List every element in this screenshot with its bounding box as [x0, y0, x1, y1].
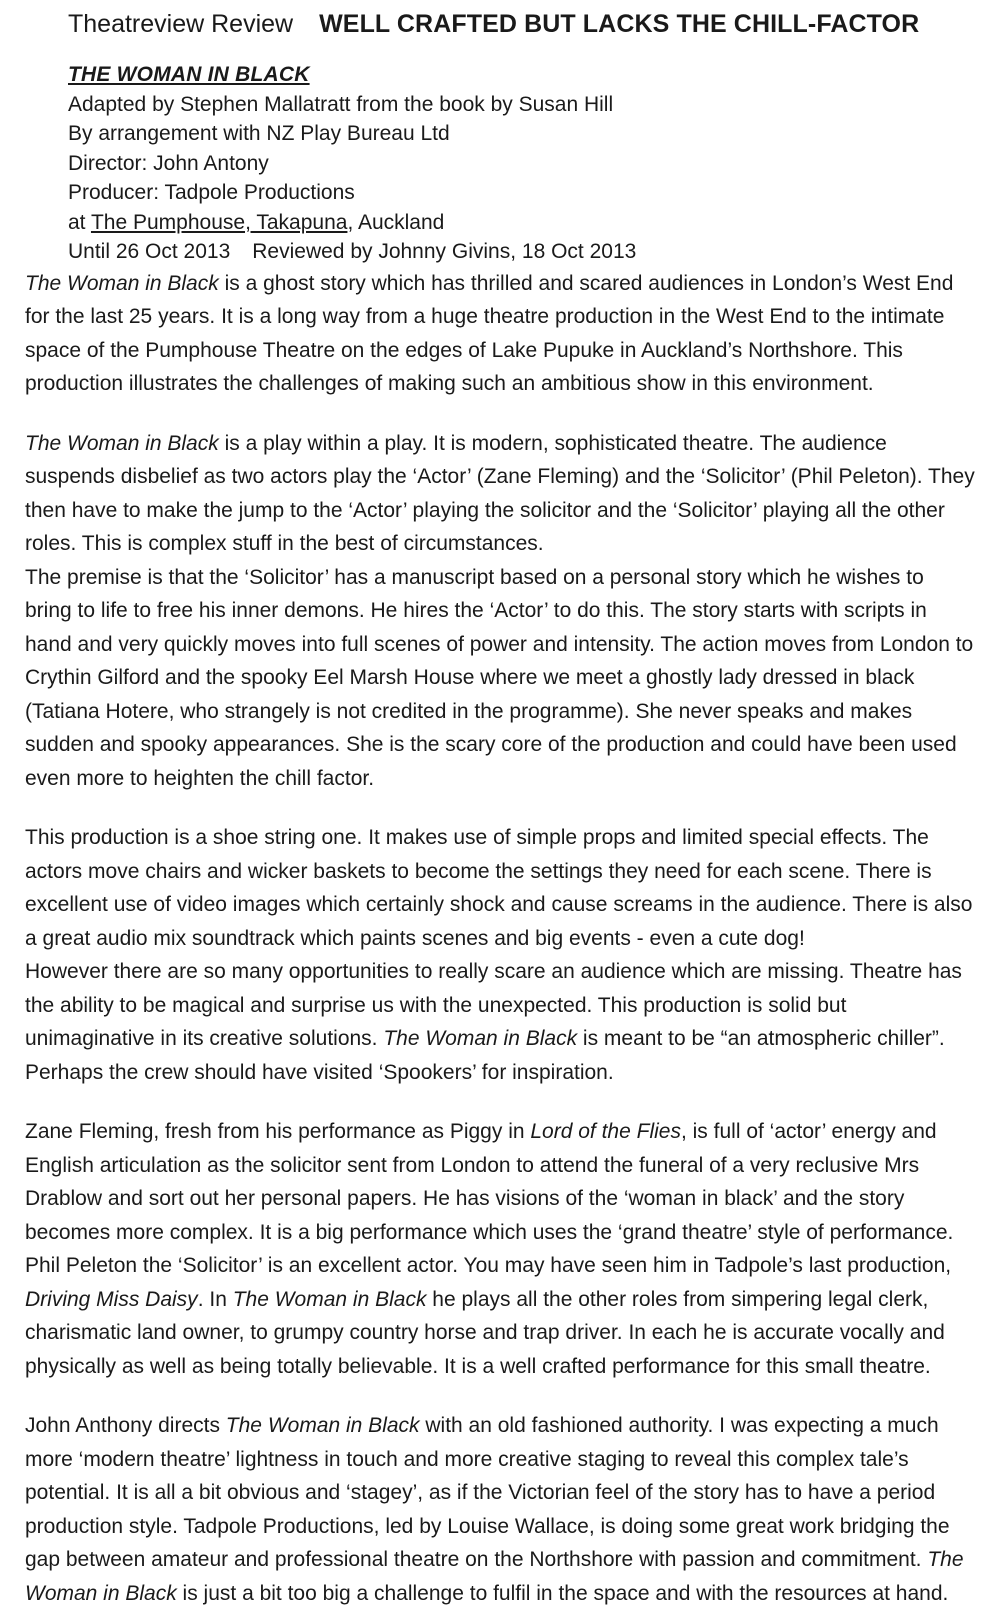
p2-text: is a play within a play. It is modern, sophisticated theatre. The audience suspends disbelief as two actors play the ‘Actor’ (Zane Fleming) and the ‘Solicitor’ (Phil Peleton). They then have to make the jump to the ‘Actor’ playing the solicitor and the ‘Solicitor’ playing all the other roles. This is complex stuff in the best of circumstances.: [25, 431, 975, 556]
p6-text-after: , is full of ‘actor’ energy and English articulation as the solicitor sent from London to attend the funeral of a very reclusive Mrs Drablow and sort out her personal papers. He has visions of the ‘woman in black’ and the story becomes more complex. It is a big performance which uses the ‘grand theatre’ style of performance.: [25, 1120, 954, 1244]
publication-name: Theatreview Review: [68, 10, 294, 38]
p7-title-italic-1: Driving Miss Daisy: [25, 1287, 198, 1311]
reviewer-byline: Reviewed by Johnny Givins, 18 Oct 2013: [252, 240, 637, 264]
credits-season-and-reviewer: [68, 237, 999, 267]
production-credits-block: [0, 40, 999, 267]
review-paragraph-6: [25, 1115, 975, 1249]
p8-text-after: is just a bit too big a challenge to fulfil in the space and with the resources at hand.: [176, 1581, 949, 1605]
review-paragraph-8: [25, 1409, 975, 1610]
credits-arrangement: By arrangement with NZ Play Bureau Ltd: [68, 122, 450, 146]
p7-title-italic-2: The Woman in Black: [232, 1287, 427, 1311]
credits-venue-line: [68, 208, 999, 238]
credits-director: Director: John Antony: [68, 151, 269, 175]
venue-link[interactable]: The Pumphouse, Takapuna: [90, 210, 348, 234]
p1-text: is a ghost story which has thrilled and scared audiences in London’s West End for the last 25 years. It is a long way from a huge theatre production in the West End to the intimate space of the Pumphouse Theatre on the edges of Lake Pupuke in Auckland’s Northshore. This production illustrates the challenges of making such an ambitious show in this environment.: [25, 271, 954, 396]
credits-producer: Producer: Tadpole Productions: [68, 181, 355, 205]
p7-text-middle: . In: [197, 1287, 233, 1311]
p7-text-after: he plays all the other roles from simpering legal clerk, charismatic land owner, to grumpy country horse and trap driver. In each he is accurate vocally and physically as well as being totally believable. It is a well crafted performance for this small theatre.: [25, 1287, 945, 1378]
review-paragraph-4: This production is a shoe string one. It makes use of simple props and limited special effects. The actors move chairs and wicker baskets to become the settings they need for each scene. There is excellent use of video images which certainly shock and cause screams in the audience. There is also a great audio mix soundtrack which paints scenes and big events - even a cute dog!: [25, 826, 973, 950]
p6-text-before: Zane Fleming, fresh from his performance as Piggy in: [25, 1120, 531, 1144]
p8-text-before: John Anthony directs: [25, 1414, 226, 1438]
review-paragraph-3: The premise is that the ‘Solicitor’ has a manuscript based on a personal story which he wishes to bring to life to free his inner demons. He hires the ‘Actor’ to do this. The story starts with scripts in hand and very quickly moves into full scenes of power and intensity. The action moves from London to Crythin Gilford and the spooky Eel Marsh House where we meet a ghostly lady dressed in black (Tatiana Hotere, who strangely is not credited in the programme). She never speaks and makes sudden and spooky appearances. She is the scary core of the production and could have been used even more to heighten the chill factor.: [25, 565, 974, 790]
p7-text-before: Phil Peleton the ‘Solicitor’ is an excellent actor. You may have seen him in Tadpole’s last production,: [25, 1254, 952, 1278]
p2-title-italic: The Woman in Black: [25, 431, 219, 455]
credits-show-title-line: [68, 60, 999, 90]
p6-title-italic: Lord of the Flies: [530, 1120, 681, 1144]
review-headline: WELL CRAFTED BUT LACKS THE CHILL-FACTOR: [319, 10, 920, 38]
review-paragraph-5: [25, 955, 975, 1089]
venue-prefix: at: [68, 210, 91, 234]
review-paragraph-7: [25, 1249, 975, 1383]
venue-suffix: , Auckland: [347, 210, 445, 234]
review-body: [0, 267, 999, 1610]
masthead: [0, 0, 999, 40]
p5-title-italic: The Woman in Black: [383, 1027, 578, 1051]
p8-title-italic-2: The Woman in Black: [25, 1548, 964, 1605]
p5-text-before: However there are so many opportunities to really scare an audience which are missing. Theatre has the ability to be magical and surprise us with the unexpected. This production is solid but unimaginative in its creative solutions.: [25, 960, 962, 1051]
p8-title-italic-1: The Woman in Black: [225, 1414, 420, 1438]
p8-text-middle: with an old fashioned authority. I was expecting a much more ‘modern theatre’ lightness in touch and more creative staging to reveal this complex tale’s potential. It is all a bit obvious and ‘stagey’, as if the Victorian feel of the story has to have a period production style. Tadpole Productions, led by Louise Wallace, is doing some great work bridging the gap between amateur and professional theatre on the Northshore with passion and commitment.: [25, 1414, 950, 1572]
review-paragraph-2: [25, 427, 975, 561]
p5-text-after: is meant to be “an atmospheric chiller”. Perhaps the crew should have visited ‘Spookers’ for inspiration.: [25, 1027, 945, 1084]
show-title: THE WOMAN IN BLACK: [68, 63, 310, 87]
p1-title-italic: The Woman in Black: [25, 271, 219, 295]
season-dates: Until 26 Oct 2013: [68, 240, 231, 264]
review-paragraph-1: [25, 267, 975, 401]
credits-adaptation: Adapted by Stephen Mallatratt from the book by Susan Hill: [68, 92, 614, 116]
